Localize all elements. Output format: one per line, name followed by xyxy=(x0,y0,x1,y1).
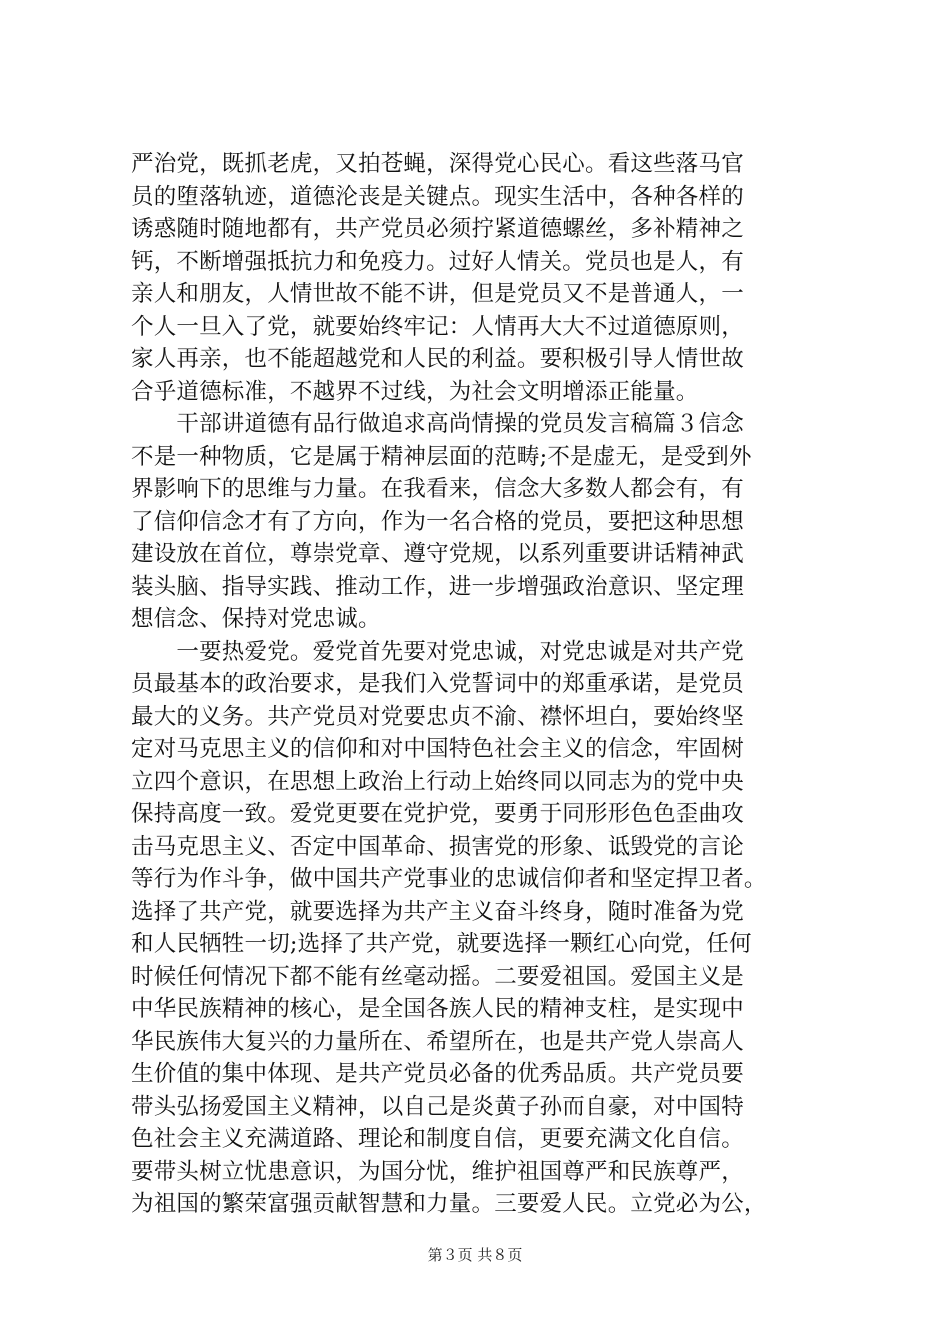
text-line: 中华民族精神的核心，是全国各族人民的精神支柱，是实现中 xyxy=(131,996,744,1022)
page-footer: 第３页 共８页 xyxy=(427,1246,523,1264)
text-line: 要带头树立忧患意识，为国分忧，维护祖国尊严和民族尊严， xyxy=(131,1158,744,1185)
text-line: 为祖国的繁荣富强贡献智慧和力量。三要爱人民。立党必为公， xyxy=(131,1191,767,1217)
text-line: 亲人和朋友，人情世故不能不讲，但是党员又不是普通人，一 xyxy=(131,281,744,307)
text-line: 员的堕落轨迹，道德沦丧是关键点。现实生活中，各种各样的 xyxy=(131,183,744,210)
text-line: 了信仰信念才有了方向，作为一名合格的党员，要把这种思想 xyxy=(131,508,744,535)
text-line: 选择了共产党，就要选择为共产主义奋斗终身，随时准备为党 xyxy=(131,898,744,925)
text-line: 干部讲道德有品行做追求高尚情操的党员发言稿篇３信念 xyxy=(131,411,744,437)
text-line: 想信念、保持对党忠诚。 xyxy=(131,606,381,632)
text-line: 带头弘扬爱国主义精神，以自己是炎黄子孙而自豪，对中国特 xyxy=(131,1093,744,1120)
text-line: 华民族伟大复兴的力量所在、希望所在，也是共产党人崇高人 xyxy=(131,1028,744,1055)
text-line: 保持高度一致。爱党更要在党护党，要勇于同形形色色歪曲攻 xyxy=(131,801,744,827)
text-line: 钙，不断增强抵抗力和免疫力。过好人情关。党员也是人，有 xyxy=(131,248,744,275)
text-line: 严治党，既抓老虎，又拍苍蝇，深得党心民心。看这些落马官 xyxy=(131,151,744,177)
text-line: 家人再亲，也不能超越党和人民的利益。要积极引导人情世故 xyxy=(131,346,744,372)
document-body xyxy=(131,148,831,1221)
text-line: 和人民牺牲一切;选择了共产党，就要选择一颗红心向党，任何 xyxy=(131,931,752,957)
text-line: 员最基本的政治要求，是我们入党誓词中的郑重承诺，是党员 xyxy=(131,671,744,697)
text-line: 最大的义务。共产党员对党要忠贞不渝、襟怀坦白，要始终坚 xyxy=(131,703,744,730)
text-line: 时候任何情况下都不能有丝毫动摇。二要爱祖国。爱国主义是 xyxy=(131,963,744,990)
text-line: 立四个意识，在思想上政治上行动上始终同以同志为的党中央 xyxy=(131,768,744,795)
text-line: 生价值的集中体现、是共产党员必备的优秀品质。共产党员要 xyxy=(131,1061,744,1087)
text-line: 一要热爱党。爱党首先要对党忠诚，对党忠诚是对共产党 xyxy=(131,638,744,665)
text-line: 不是一种物质，它是属于精神层面的范畴;不是虚无，是受到外 xyxy=(131,443,752,470)
text-line: 诱惑随时随地都有，共产党员必须拧紧道德螺丝，多补精神之 xyxy=(131,216,744,242)
text-line: 定对马克思主义的信仰和对中国特色社会主义的信念，牢固树 xyxy=(131,736,744,762)
text-line: 合乎道德标准，不越界不过线，为社会文明增添正能量。 xyxy=(131,378,699,405)
text-line: 界影响下的思维与力量。在我看来，信念大多数人都会有，有 xyxy=(131,476,744,502)
text-line: 建设放在首位，尊崇党章、遵守党规，以系列重要讲话精神武 xyxy=(131,541,744,567)
text-line: 个人一旦入了党，就要始终牢记：人情再大大不过道德原则， xyxy=(131,313,744,340)
text-line: 等行为作斗争，做中国共产党事业的忠诚信仰者和坚定捍卫者。 xyxy=(131,866,767,892)
text-line: 击马克思主义、否定中国革命、损害党的形象、诋毁党的言论 xyxy=(131,833,744,860)
text-line: 装头脑、指导实践、推动工作，进一步增强政治意识、坚定理 xyxy=(131,573,744,600)
text-line: 色社会主义充满道路、理论和制度自信，更要充满文化自信。 xyxy=(131,1126,744,1152)
